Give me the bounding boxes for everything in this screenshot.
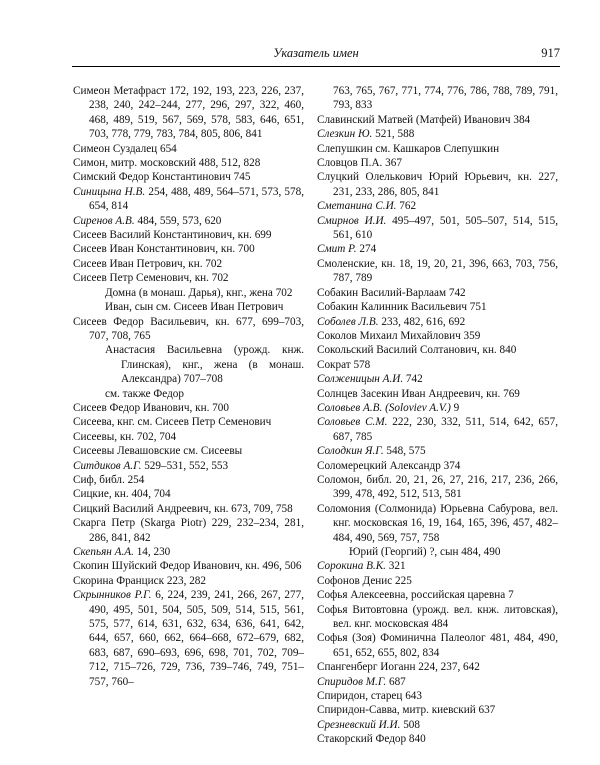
index-entry (73, 170, 304, 184)
index-entry-name: Скрынников Р.Г. (73, 589, 152, 602)
index-entry (317, 199, 558, 213)
index-entry-pages: 274 (356, 243, 377, 256)
index-entry-name: Соловьев А.В. (Soloviev A.V.) (317, 401, 451, 414)
index-entry (73, 459, 304, 473)
index-entry (317, 113, 558, 127)
index-entry-pages: 321 (385, 560, 406, 573)
index-entry-name: Скарга Петр (Skarga Piotr) (73, 517, 207, 530)
index-entry-pages: см. Кашкаров Слепушкин (372, 142, 500, 155)
index-entry-pages: 374 (440, 459, 461, 472)
index-entry (73, 343, 304, 386)
index-entry (317, 387, 558, 401)
index-entry (73, 559, 304, 573)
index-entry-pages: 529–531, 552, 553 (141, 459, 229, 472)
index-entry-name: Софья Витовтовна (урожд. вел. кнж. литовская), вел. кнг. московская (317, 603, 558, 631)
index-entry (317, 329, 558, 343)
index-entry-name: Смоленские, кн. (317, 257, 396, 270)
index-entry (317, 358, 558, 372)
index-entry-pages: 700 (209, 401, 229, 414)
index-entry-pages: 702, 704 (134, 430, 177, 443)
index-entry (317, 401, 558, 415)
index-entry-name: Смит Р. (317, 243, 357, 256)
index-entry-pages: 481, 484, 490, 651, 652, 655, 802, 834 (333, 632, 558, 659)
running-head (72, 46, 560, 67)
index-column-left (73, 84, 304, 689)
index-entry-pages: 484, 490 (458, 546, 501, 558)
index-entry-name: Слезкин Ю. (317, 128, 373, 141)
index-entry-pages: 367 (382, 157, 402, 170)
index-entry-name: см. также Федор (105, 387, 184, 400)
index-entry-pages: см. Сисеевы (180, 445, 243, 458)
index-entry (73, 228, 304, 242)
index-entry (73, 401, 304, 415)
index-entry-pages: 223, 282 (164, 574, 206, 587)
index-entry-name: Солженицын А.И. (317, 373, 404, 386)
index-entry-name: Сорокина В.К. (317, 560, 386, 573)
index-entry-name: Ситдиков А.Г. (73, 459, 142, 472)
index-entry (317, 315, 558, 329)
index-entry-name: Сисеев Федор Васильевич, кн. (73, 315, 230, 328)
index-entry (73, 185, 304, 214)
index-entry-pages: 840 (406, 733, 426, 746)
index-entry-pages: 643 (402, 690, 422, 703)
index-entry-name: Спиридон, старец (317, 690, 403, 703)
index-entry-name: Сисеевы Левашовские (73, 445, 181, 458)
index-entry-pages: 233, 482, 616, 692 (378, 315, 466, 328)
index-entry-name: Собакин Калинник Васильевич (317, 301, 467, 314)
index-entry (317, 372, 558, 386)
index-entry-pages: 18, 19, 20, 21, 396, 663, 703, 756, 787, 789 (333, 257, 558, 285)
index-entry-pages: 751 (467, 301, 487, 314)
index-entry-pages: 222, 230, 332, 511, 514, 642, 657, 687, 785 (333, 416, 558, 443)
index-entry-pages: 702 (272, 286, 293, 299)
index-entry (73, 257, 304, 271)
index-entry (317, 675, 558, 689)
index-entry (73, 415, 304, 429)
index-entry-pages: 702 (202, 257, 223, 270)
index-entry-pages: 9 (450, 401, 460, 414)
index-entry-name: Соломония (Солмонида) Юрьевна Сабурова, вел. кнг. московская (317, 502, 558, 530)
index-entry-name: Скопин Шуйский Федор Иванович, кн. (73, 560, 260, 573)
index-entry-name: Софонов Денис (317, 574, 393, 587)
index-entry (317, 703, 558, 717)
index-entry-name: Сицкий Василий Андреевич, кн. (73, 502, 229, 515)
index-entry-name: Сисеев Иван Петрович, кн. (73, 257, 203, 270)
page-number: 917 (541, 46, 560, 60)
index-entry-name: Соломон, библ. (317, 473, 392, 486)
index-entry-pages: 16, 19, 164, 165, 396, 457, 482–484, 490, 569, 757, 758 (333, 517, 559, 544)
index-entry-name: Сисеевы, кн. (73, 430, 135, 443)
index-entry-name: Стакорский Федор (317, 733, 407, 746)
index-entry-pages: 254 (124, 473, 145, 486)
index-entry-name: Соболев Л.В. (317, 315, 379, 328)
index-entry-name: Спиридов М.Г. (317, 675, 387, 688)
index-entry-name: Слепушкин (317, 142, 373, 155)
index-entry-name: Юрий (Георгий) ?, сын (349, 546, 459, 558)
index-entry-pages: 707–708 (180, 373, 223, 386)
index-entry-pages: 484 (428, 618, 449, 631)
index-entry (317, 142, 558, 156)
index-entry-pages: 14, 230 (133, 546, 171, 558)
index-entry (317, 732, 558, 746)
index-entry-name: Собакин Василий-Варлаам (317, 286, 447, 299)
index-entry (317, 559, 558, 573)
index-entry-pages: 742 (403, 373, 423, 386)
index-entry (317, 459, 558, 473)
index-entry-pages: 762 (396, 200, 417, 213)
index-entry (73, 214, 304, 228)
index-entry-pages: 578 (350, 358, 371, 371)
index-entry-name: Солодкин Я.Г. (317, 445, 384, 458)
index-entry-pages: 508 (400, 718, 420, 731)
index-entry (73, 142, 304, 156)
index-entry-pages: 404, 704 (128, 488, 171, 501)
index-entry-name: Сисеев Василий Константинович, кн. (73, 229, 252, 242)
index-entry-pages: 687 (386, 675, 406, 688)
index-entry (317, 415, 558, 444)
index-entry (73, 387, 304, 401)
index-entry-pages: 742 (446, 286, 466, 299)
index-entry-name: Сократ (317, 358, 351, 371)
index-entry (317, 502, 558, 545)
index-entry-pages: 699 (251, 229, 272, 242)
index-entry-name: Сокольский Василий Солтанович, кн. (317, 344, 497, 357)
running-head-title: Указатель имен (273, 46, 359, 60)
index-entry (73, 271, 304, 285)
index-entry-name: Словцов П.А. (317, 157, 383, 170)
index-entry-pages: 488, 512, 828 (195, 157, 261, 170)
index-entry-pages: 20, 21, 26, 27, 216, 217, 236, 266, 399, 478, 492, 512, 513, 581 (333, 473, 558, 501)
index-entry-name: Сиф, библ. (73, 473, 125, 486)
index-entry-pages: 359 (460, 329, 481, 342)
index-entry (317, 444, 558, 458)
index-entry-pages: 521, 588 (372, 128, 415, 141)
index-entry (317, 257, 558, 286)
index-entry (73, 242, 304, 256)
index-entry-name: Синицына Н.В. (73, 185, 146, 198)
index-entry-pages: 229, 232–234, 281, 286, 841, 842 (89, 517, 305, 544)
index-entry (73, 315, 304, 344)
index-entry-name: Домна (в монаш. Дарья), кнг., жена (105, 286, 273, 299)
index-entry (73, 156, 304, 170)
index-entry (317, 660, 558, 674)
index-entry-name: Соловьев С.М. (317, 416, 388, 429)
index-entry-name: Сиренов А.В. (73, 214, 135, 227)
index-entry (317, 286, 558, 300)
index-entry-pages: 637 (475, 704, 496, 717)
index-entry-pages: 673, 709, 758 (228, 502, 293, 515)
index-entry-name: Софья (Зоя) Фоминична Палеолог (317, 632, 486, 645)
index-entry-pages: 548, 575 (383, 445, 426, 458)
index-entry-name: Симон, митр. московский (73, 157, 196, 170)
index-entry-name: Сметанина С.И. (317, 200, 397, 213)
index-entry (73, 545, 304, 559)
index-entry-name: Сицкие, кн. (73, 488, 129, 501)
index-entry (73, 430, 304, 444)
index-entry-name: Сисеев Петр Семенович, кн. (73, 272, 209, 285)
index-entry-name: Симский Федор Константинович (73, 171, 231, 184)
index-entry (317, 343, 558, 357)
index-entry (317, 156, 558, 170)
index-column-right (317, 84, 558, 747)
index-entry-pages: 384 (510, 113, 531, 126)
index-entry-pages: 172, 192, 193, 223, 226, 237, 238, 240, 242–244, 277, 296, 297, 322, 460, 468, 489, 519, 567, 569, 578, 583, 646, 651, 703, 778, 779, 783, 784, 805, 806, 841 (89, 85, 305, 141)
index-entry-name: Скепьян А.А. (73, 546, 134, 558)
index-entry-pages: 6, 224, 239, 241, 266, 267, 277, 490, 495, 501, 504, 505, 509, 514, 515, 561, 575, 577, 614, 631, 632, 634, 636, 641, 642, 644, 657, 660, 662, 664–668, 672–679, 682, 683, 687, 690–693, 696, 698, 701, 702, 709–712, 715–726, 729, 736, 739–746, 749, 751–757, 760– (89, 589, 305, 688)
index-entry-name: Слуцкий Олелькович Юрий Юрьевич, кн. (317, 171, 532, 184)
index-entry-name: Спиридон-Савва, митр. киевский (317, 704, 476, 717)
index-entry-pages: 224, 237, 642 (415, 661, 480, 674)
index-entry-pages: 763, 765, 767, 771, 774, 776, 786, 788, 789, 791, 793, 833 (333, 85, 558, 112)
index-entry-name: Иван, сын см. Сисеев Иван Петрович (105, 301, 284, 314)
index-entry-name: Скорина Франциск (73, 574, 165, 587)
index-entry-name: Симеон Метафраст (73, 85, 166, 97)
index-entry (317, 574, 558, 588)
index-entry-pages: 254, 488, 489, 564–571, 573, 578, 654, 814 (89, 185, 304, 213)
index-entry (317, 214, 558, 243)
index-entry-pages: 702 (208, 272, 229, 285)
index-entry (317, 170, 558, 199)
index-entry (317, 545, 558, 559)
index-entry (317, 631, 558, 660)
index-entry (73, 502, 304, 516)
index-entry-pages: 654 (157, 142, 177, 155)
index-entry-name: Смирнов И.И. (317, 214, 387, 227)
index-entry (73, 487, 304, 501)
index-entry-name: Спангенберг Иоганн (317, 661, 416, 674)
index-entry-name: Срезневский И.И. (317, 718, 401, 731)
index-entry (73, 444, 304, 458)
index-entry-name: Софья Алексеевна, российская царевна (317, 589, 506, 602)
index-entry (317, 473, 558, 502)
index-entry (73, 84, 304, 142)
index-entry (317, 689, 558, 703)
index-entry-name: Симеон Суздалец (73, 142, 158, 155)
index-entry (317, 603, 558, 632)
index-entry-pages: 7 (505, 589, 514, 602)
index-entry-name: Соломерецкий Александр (317, 459, 441, 472)
index-entry-pages: 769 (500, 387, 520, 400)
index-entry (317, 242, 558, 256)
index-entry-name: Сисеева, кнг. (73, 416, 135, 429)
index-entry-name: Сисеев Федор Иванович, кн. (73, 401, 210, 414)
index-entry-pages: 227, 231, 233, 286, 805, 841 (333, 171, 558, 198)
index-entry-pages: 840 (496, 344, 517, 357)
index-entry-pages: 677, 699–703, 707, 708, 765 (89, 315, 304, 342)
index-entry (317, 588, 558, 602)
index-entry-pages: 495–497, 501, 505–507, 514, 515, 561, 610 (333, 214, 558, 242)
index-entry (73, 300, 304, 314)
index-entry (317, 718, 558, 732)
index-entry (73, 473, 304, 487)
index-entry-pages: 225 (392, 574, 412, 587)
index-entry (73, 588, 304, 689)
index-entry-name: Соколов Михаил Михайлович (317, 329, 461, 342)
index-entry-pages: 484, 559, 573, 620 (134, 214, 222, 227)
index-entry-pages: 745 (230, 171, 251, 184)
index-entry-name: Анастасия Васильевна (урожд. кнж. Глинская), кнг., жена (в монаш. Александра) (105, 344, 304, 386)
index-entry (317, 84, 558, 113)
index-entry-pages: см. Сисеев Петр Семенович (134, 416, 272, 429)
index-entry-pages: 700 (235, 243, 255, 256)
index-entry-name: Солнцев Засекин Иван Андреевич, кн. (317, 387, 501, 400)
index-entry (317, 300, 558, 314)
index-entry-pages: 496, 506 (259, 560, 302, 573)
index-entry (73, 516, 304, 545)
index-entry (73, 574, 304, 588)
index-entry-name: Сисеев Иван Константинович, кн. (73, 243, 236, 256)
index-entry (317, 127, 558, 141)
index-entry-name: Славинский Матвей (Матфей) Иванович (317, 113, 511, 126)
index-entry (73, 286, 304, 300)
